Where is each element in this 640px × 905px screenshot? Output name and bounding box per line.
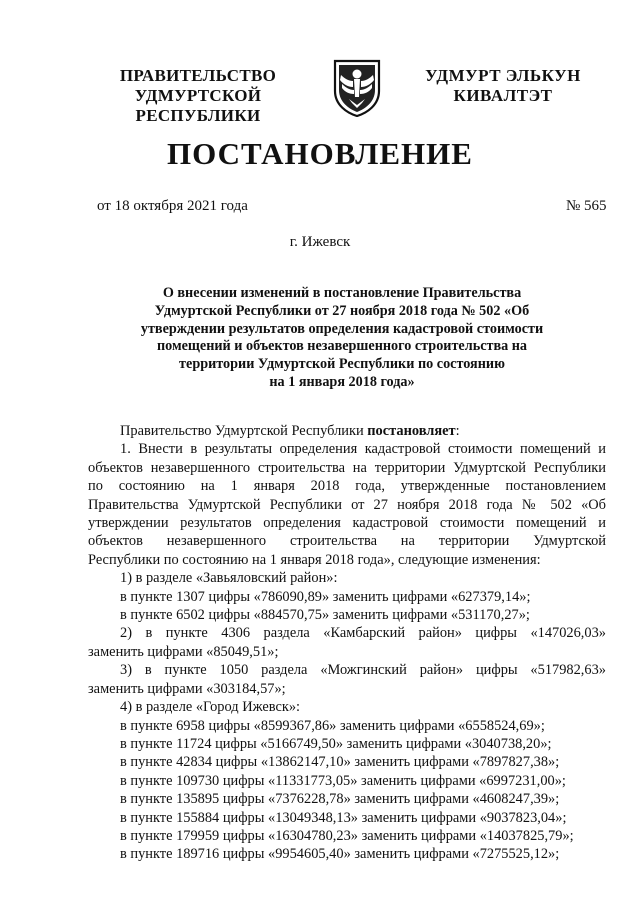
body-line: утверждении результатов определения кадастровой стоимости помещений и xyxy=(88,515,606,532)
government-name-udmurt xyxy=(418,66,588,106)
preamble-bold: постановляет xyxy=(367,423,456,439)
body-line: 3) в пункте 1050 раздела «Можгинский район» цифры «517982,63» xyxy=(120,662,606,679)
document-title: ПОСТАНОВЛЕНИЕ xyxy=(167,136,473,171)
body-lines xyxy=(88,440,606,863)
body-line: в пункте 6958 цифры «8599367,86» заменить цифрами «6558524,69»; xyxy=(120,717,545,734)
document-body xyxy=(88,422,606,864)
preamble-text: Правительство Удмуртской Республики xyxy=(120,423,368,439)
body-line: в пункте 11724 цифры «5166749,50» заменить цифрами «3040738,20»; xyxy=(120,735,552,752)
subject-line: помещений и объектов незавершенного строительства на xyxy=(156,338,528,355)
body-line: 1) в разделе «Завьяловский район»: xyxy=(120,570,338,587)
body-line: Республики по состоянию на 1 января 2018 года», следующие изменения: xyxy=(88,551,541,568)
body-line: 2) в пункте 4306 раздела «Камбарский район» цифры «147026,03» xyxy=(120,625,606,642)
subject-line: утверждении результатов определения кадастровой стоимости xyxy=(140,320,544,337)
subject-line: Удмуртской Республики от 27 ноября 2018 года № 502 «Об xyxy=(154,302,530,319)
subject-line: территории Удмуртской Республики по состоянию xyxy=(179,356,505,373)
government-name-line-1: ПРАВИТЕЛЬСТВО xyxy=(119,66,277,85)
body-line: объектов незавершенного строительства на территории Удмуртской Республики xyxy=(88,459,606,476)
document-number: № 565 xyxy=(566,198,607,214)
udmurtia-coat-of-arms-icon xyxy=(331,57,383,117)
body-line: в пункте 42834 цифры «13862147,10» заменить цифрами «7897827,38»; xyxy=(120,754,560,771)
subject-line: О внесении изменений в постановление Правительства xyxy=(162,285,522,301)
preamble xyxy=(88,422,606,440)
body-line: по состоянию на 1 января 2018 года, утвержденные постановлением xyxy=(88,478,606,495)
body-line: в пункте 135895 цифры «7376228,78» заменить цифрами «4608247,39»; xyxy=(120,791,560,808)
body-line: заменить цифрами «303184,57»; xyxy=(88,680,286,697)
government-name-line-2: УДМУРТСКОЙ РЕСПУБЛИКИ xyxy=(134,86,262,125)
government-name-russian xyxy=(78,66,318,126)
subject-line: на 1 января 2018 года» xyxy=(269,373,415,390)
body-line: в пункте 179959 цифры «16304780,23» заменить цифрами «14037825,79»; xyxy=(120,827,574,844)
body-line: в пункте 155884 цифры «13049348,13» заменить цифрами «9037823,04»; xyxy=(120,809,567,826)
government-name-udmurt-line-2: КИВАЛТЭТ xyxy=(453,86,553,105)
document-city: г. Ижевск xyxy=(289,234,351,250)
body-line: заменить цифрами «85049,51»; xyxy=(88,643,279,660)
body-line: в пункте 1307 цифры «786090,89» заменить цифрами «627379,14»; xyxy=(120,588,531,605)
body-line: Правительства Удмуртской Республики от 27 ноября 2018 года № 502 «Об xyxy=(88,496,606,513)
body-line: в пункте 109730 цифры «11331773,05» заменить цифрами «6997231,00»; xyxy=(120,772,566,789)
body-line: в пункте 6502 цифры «884570,75» заменить цифрами «531170,27»; xyxy=(120,607,530,624)
document-subject xyxy=(132,285,552,392)
body-line: 4) в разделе «Город Ижевск»: xyxy=(120,699,301,716)
preamble-tail: : xyxy=(455,423,460,439)
government-name-udmurt-line-1: УДМУРТ ЭЛЬКУН xyxy=(425,66,581,85)
body-line: 1. Внести в результаты определения кадастровой стоимости помещений и xyxy=(120,441,606,458)
document-date: от 18 октября 2021 года xyxy=(97,198,248,214)
body-line: объектов незавершенного строительства на территории Удмуртской xyxy=(88,533,606,550)
body-line: в пункте 189716 цифры «9954605,40» заменить цифрами «7275525,12»; xyxy=(120,846,560,863)
